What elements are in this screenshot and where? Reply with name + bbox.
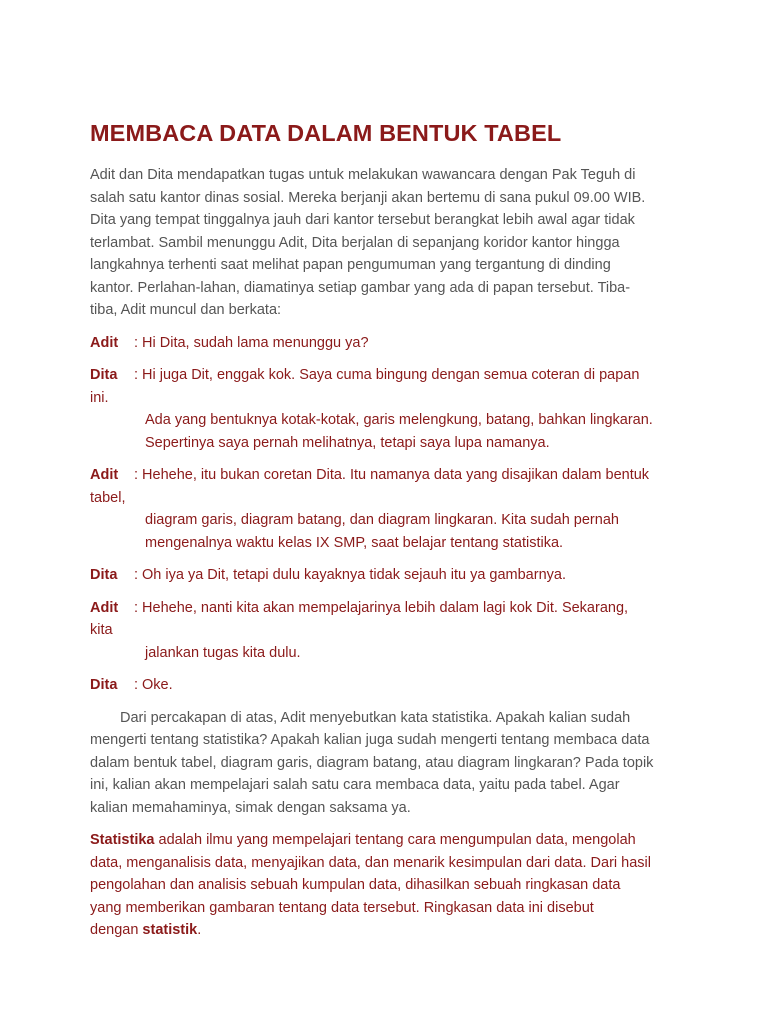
dialogue-separator: :	[134, 599, 139, 616]
dialogue-separator: :	[134, 467, 139, 483]
definition-text: dengan	[90, 922, 143, 938]
speaker-name: Dita	[90, 367, 118, 383]
intro-line: kantor. Perlahan-lahan, diamatinya setiap gambar yang ada di papan tersebut. Tiba-	[90, 279, 631, 296]
dialogue-line	[90, 464, 676, 554]
dialogue-wrap-text: tabel,	[90, 489, 126, 506]
speaker-name: Adit	[90, 599, 119, 616]
definition-line	[90, 829, 676, 852]
document-page	[90, 118, 676, 942]
speaker-name: Adit	[90, 334, 119, 351]
speaker-name: Dita	[90, 677, 118, 693]
speaker-name: Dita	[90, 567, 118, 583]
dialogue-separator: :	[134, 677, 139, 693]
intro-line: langkahnya terhenti saat melihat papan pengumuman yang tergantung di dinding	[90, 257, 611, 273]
definition-line: yang memberikan gambaran tentang data tersebut. Ringkasan data ini disebut	[90, 899, 594, 916]
intro-paragraph	[90, 164, 676, 322]
dialogue-line	[90, 674, 676, 697]
intro-line: Adit dan Dita mendapatkan tugas untuk melakukan wawancara dengan Pak Teguh di	[90, 167, 636, 183]
dialogue-wrap-text: ini.	[90, 389, 109, 406]
closing-line: kalian memahaminya, simak dengan saksama ya.	[90, 799, 411, 816]
closing-line: dalam bentuk tabel, diagram garis, diagram batang, atau diagram lingkaran? Pada topik	[90, 754, 654, 771]
dialogue-separator: :	[134, 334, 139, 351]
page-title: MEMBACA DATA DALAM BENTUK TABEL	[90, 120, 562, 146]
definition-line	[90, 919, 676, 942]
definition-term-statistik: statistik	[142, 922, 198, 938]
dialogue-line	[90, 364, 676, 454]
closing-paragraph	[90, 707, 676, 820]
dialogue-text: Hehehe, nanti kita akan mempelajarinya lebih dalam lagi kok Dit. Sekarang,	[142, 599, 629, 616]
dialogue-text: Oh iya ya Dit, tetapi dulu kayaknya tidak sejauh itu ya gambarnya.	[142, 567, 566, 583]
dialogue-continuation: Ada yang bentuknya kotak-kotak, garis melengkung, batang, bahkan lingkaran.	[145, 412, 653, 428]
dialogue-line	[90, 332, 676, 355]
dialogue-line	[90, 597, 676, 665]
dialogue-wrap-text: kita	[90, 622, 113, 638]
dialogue-separator: :	[134, 367, 139, 383]
definition-line: pengolahan dan analisis sebuah kumpulan data, dihasilkan sebuah ringkasan data	[90, 877, 621, 893]
dialogue-continuation: mengenalnya waktu kelas IX SMP, saat belajar tentang statistika.	[145, 534, 564, 551]
dialogue-continuation: jalankan tugas kita dulu.	[145, 644, 301, 661]
dialogue-text: Hi Dita, sudah lama menunggu ya?	[142, 334, 369, 351]
definition-text: .	[197, 922, 202, 938]
dialogue-separator: :	[134, 567, 139, 583]
definition-paragraph	[90, 829, 676, 942]
closing-line: ini, kalian akan mempelajari salah satu cara membaca data, yaitu pada tabel. Agar	[90, 777, 620, 793]
definition-text: adalah ilmu yang mempelajari tentang cara mengumpulan data, mengolah	[154, 832, 636, 848]
dialogue-text: Oke.	[142, 677, 173, 693]
speaker-name: Adit	[90, 467, 119, 483]
definition-term: Statistika	[90, 832, 155, 848]
intro-line: salah satu kantor dinas sosial. Mereka berjanji akan bertemu di sana pukul 09.00 WIB.	[90, 189, 646, 206]
dialogue-line	[90, 564, 676, 587]
intro-line: tiba, Adit muncul dan berkata:	[90, 302, 282, 318]
closing-line: Dari percakapan di atas, Adit menyebutkan kata statistika. Apakah kalian sudah	[120, 709, 631, 726]
dialogue-text: Hi juga Dit, enggak kok. Saya cuma bingung dengan semua coteran di papan	[142, 367, 640, 383]
closing-line: mengerti tentang statistika? Apakah kalian juga sudah mengerti tentang membaca data	[90, 732, 650, 748]
dialogue-continuation: diagram garis, diagram batang, dan diagram lingkaran. Kita sudah pernah	[145, 512, 619, 528]
intro-line: Dita yang tempat tinggalnya jauh dari kantor tersebut berangkat lebih awal agar tidak	[90, 212, 635, 228]
dialogue-continuation: Sepertinya saya pernah melihatnya, tetapi saya lupa namanya.	[145, 434, 550, 451]
dialogue-text: Hehehe, itu bukan coretan Dita. Itu namanya data yang disajikan dalam bentuk	[142, 467, 650, 483]
intro-line: terlambat. Sambil menunggu Adit, Dita berjalan di sepanjang koridor kantor hingga	[90, 234, 620, 251]
definition-line: data, menganalisis data, menyajikan data, dan menarik kesimpulan dari data. Dari hasil	[90, 854, 651, 871]
